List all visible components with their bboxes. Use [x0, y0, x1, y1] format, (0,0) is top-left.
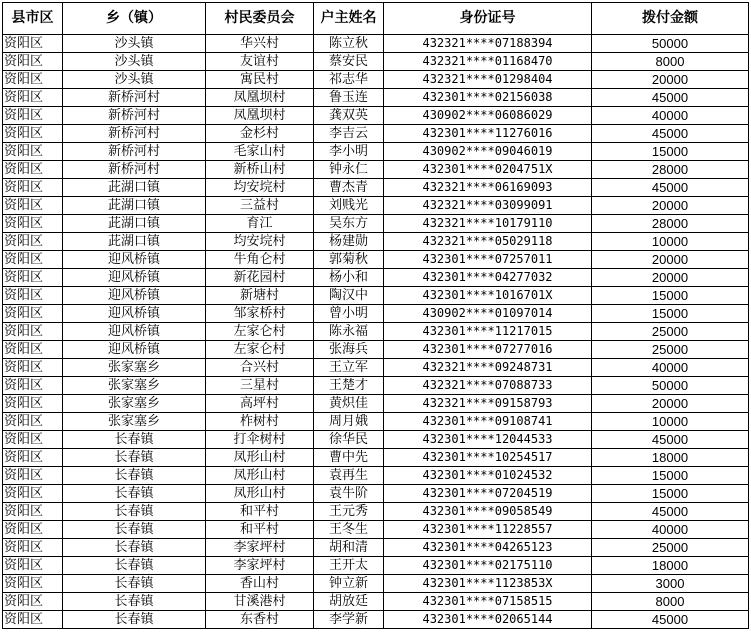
cell-amount: 8000	[592, 53, 749, 71]
cell-id-number: 432301****1016701X	[384, 287, 592, 305]
header-householder-name: 户主姓名	[314, 3, 384, 35]
cell-county: 资阳区	[3, 521, 63, 539]
cell-householder-name: 徐华民	[314, 431, 384, 449]
table-row	[3, 287, 749, 305]
cell-township: 长春镇	[63, 467, 206, 485]
table-row	[3, 485, 749, 503]
cell-amount: 18000	[592, 449, 749, 467]
cell-amount: 28000	[592, 161, 749, 179]
cell-householder-name: 黄炽佳	[314, 395, 384, 413]
cell-amount: 20000	[592, 251, 749, 269]
cell-county: 资阳区	[3, 89, 63, 107]
cell-amount: 50000	[592, 377, 749, 395]
cell-id-number: 430902****09046019	[384, 143, 592, 161]
cell-township: 迎风桥镇	[63, 323, 206, 341]
cell-householder-name: 曹中先	[314, 449, 384, 467]
cell-township: 长春镇	[63, 611, 206, 629]
cell-householder-name: 刘贱光	[314, 197, 384, 215]
cell-village-committee: 左家仑村	[206, 341, 314, 359]
cell-householder-name: 杨建勋	[314, 233, 384, 251]
cell-id-number: 432301****11217015	[384, 323, 592, 341]
cell-county: 资阳区	[3, 359, 63, 377]
cell-householder-name: 王元秀	[314, 503, 384, 521]
cell-householder-name: 胡放廷	[314, 593, 384, 611]
cell-amount: 20000	[592, 395, 749, 413]
cell-amount: 45000	[592, 503, 749, 521]
cell-county: 资阳区	[3, 485, 63, 503]
cell-township: 长春镇	[63, 575, 206, 593]
table-row	[3, 197, 749, 215]
cell-county: 资阳区	[3, 197, 63, 215]
cell-id-number: 432321****01168470	[384, 53, 592, 71]
cell-township: 茈湖口镇	[63, 233, 206, 251]
cell-township: 茈湖口镇	[63, 215, 206, 233]
cell-township: 迎风桥镇	[63, 287, 206, 305]
cell-township: 长春镇	[63, 593, 206, 611]
cell-village-committee: 友谊村	[206, 53, 314, 71]
cell-township: 新桥河村	[63, 107, 206, 125]
cell-village-committee: 三星村	[206, 377, 314, 395]
cell-amount: 40000	[592, 107, 749, 125]
cell-county: 资阳区	[3, 179, 63, 197]
cell-id-number: 432321****06169093	[384, 179, 592, 197]
cell-amount: 45000	[592, 611, 749, 629]
cell-id-number: 432321****01298404	[384, 71, 592, 89]
cell-county: 资阳区	[3, 125, 63, 143]
cell-id-number: 432301****11276016	[384, 125, 592, 143]
cell-amount: 40000	[592, 359, 749, 377]
cell-id-number: 432301****1123853X	[384, 575, 592, 593]
cell-village-committee: 新塘村	[206, 287, 314, 305]
header-id-number: 身份证号	[384, 3, 592, 35]
cell-county: 资阳区	[3, 539, 63, 557]
cell-township: 沙头镇	[63, 71, 206, 89]
cell-householder-name: 龚双英	[314, 107, 384, 125]
cell-village-committee: 柞树村	[206, 413, 314, 431]
table-row	[3, 323, 749, 341]
cell-amount: 25000	[592, 539, 749, 557]
cell-amount: 20000	[592, 269, 749, 287]
payment-table	[2, 2, 749, 629]
cell-id-number: 432321****05029118	[384, 233, 592, 251]
cell-id-number: 432301****10254517	[384, 449, 592, 467]
cell-amount: 28000	[592, 215, 749, 233]
table-row	[3, 251, 749, 269]
table-row	[3, 449, 749, 467]
cell-id-number: 432301****02175110	[384, 557, 592, 575]
cell-id-number: 430902****01097014	[384, 305, 592, 323]
cell-amount: 20000	[592, 71, 749, 89]
header-row	[3, 3, 749, 35]
table-row	[3, 35, 749, 53]
cell-township: 迎风桥镇	[63, 269, 206, 287]
cell-village-committee: 东香村	[206, 611, 314, 629]
cell-id-number: 432321****10179110	[384, 215, 592, 233]
cell-householder-name: 王开太	[314, 557, 384, 575]
cell-county: 资阳区	[3, 251, 63, 269]
cell-village-committee: 凤形山村	[206, 485, 314, 503]
cell-village-committee: 香山村	[206, 575, 314, 593]
cell-householder-name: 陶汉中	[314, 287, 384, 305]
cell-id-number: 432301****07277016	[384, 341, 592, 359]
cell-county: 资阳区	[3, 449, 63, 467]
cell-county: 资阳区	[3, 413, 63, 431]
cell-householder-name: 李学新	[314, 611, 384, 629]
cell-village-committee: 三益村	[206, 197, 314, 215]
cell-amount: 25000	[592, 341, 749, 359]
cell-householder-name: 钟永仁	[314, 161, 384, 179]
cell-amount: 10000	[592, 413, 749, 431]
table-row	[3, 89, 749, 107]
table-row	[3, 503, 749, 521]
cell-id-number: 432301****01024532	[384, 467, 592, 485]
table-row	[3, 125, 749, 143]
cell-householder-name: 袁牛阶	[314, 485, 384, 503]
cell-amount: 15000	[592, 485, 749, 503]
cell-amount: 50000	[592, 35, 749, 53]
cell-county: 资阳区	[3, 431, 63, 449]
cell-id-number: 432301****09108741	[384, 413, 592, 431]
cell-village-committee: 新桥山村	[206, 161, 314, 179]
table-row	[3, 143, 749, 161]
cell-township: 茈湖口镇	[63, 197, 206, 215]
cell-village-committee: 凤形山村	[206, 467, 314, 485]
cell-amount: 25000	[592, 323, 749, 341]
cell-householder-name: 吴东方	[314, 215, 384, 233]
cell-id-number: 432321****07188394	[384, 35, 592, 53]
cell-county: 资阳区	[3, 35, 63, 53]
cell-township: 长春镇	[63, 521, 206, 539]
table-row	[3, 179, 749, 197]
cell-village-committee: 均安垸村	[206, 233, 314, 251]
cell-id-number: 432301****0204751X	[384, 161, 592, 179]
cell-county: 资阳区	[3, 53, 63, 71]
cell-id-number: 432301****04277032	[384, 269, 592, 287]
cell-amount: 15000	[592, 305, 749, 323]
table-row	[3, 53, 749, 71]
cell-township: 新桥河村	[63, 161, 206, 179]
cell-county: 资阳区	[3, 575, 63, 593]
cell-county: 资阳区	[3, 593, 63, 611]
cell-id-number: 432301****02065144	[384, 611, 592, 629]
cell-county: 资阳区	[3, 107, 63, 125]
cell-county: 资阳区	[3, 269, 63, 287]
cell-village-committee: 凤形山村	[206, 449, 314, 467]
cell-amount: 15000	[592, 287, 749, 305]
cell-id-number: 432301****09058549	[384, 503, 592, 521]
table-row	[3, 269, 749, 287]
cell-village-committee: 育江	[206, 215, 314, 233]
cell-id-number: 432321****03099091	[384, 197, 592, 215]
header-amount: 拨付金额	[592, 3, 749, 35]
table-row	[3, 107, 749, 125]
cell-village-committee: 新花园村	[206, 269, 314, 287]
cell-county: 资阳区	[3, 161, 63, 179]
table-row	[3, 305, 749, 323]
cell-township: 迎风桥镇	[63, 341, 206, 359]
cell-township: 沙头镇	[63, 35, 206, 53]
cell-id-number: 432301****07158515	[384, 593, 592, 611]
cell-id-number: 432301****12044533	[384, 431, 592, 449]
cell-village-committee: 打伞树村	[206, 431, 314, 449]
table-row	[3, 341, 749, 359]
table-row	[3, 611, 749, 629]
cell-amount: 20000	[592, 197, 749, 215]
cell-id-number: 432321****09158793	[384, 395, 592, 413]
cell-householder-name: 祁志华	[314, 71, 384, 89]
cell-id-number: 432301****02156038	[384, 89, 592, 107]
cell-amount: 45000	[592, 179, 749, 197]
cell-village-committee: 合兴村	[206, 359, 314, 377]
cell-amount: 10000	[592, 233, 749, 251]
table-row	[3, 395, 749, 413]
cell-amount: 18000	[592, 557, 749, 575]
cell-amount: 45000	[592, 89, 749, 107]
cell-township: 张家塞乡	[63, 413, 206, 431]
table-row	[3, 557, 749, 575]
cell-id-number: 432301****11228557	[384, 521, 592, 539]
cell-village-committee: 李家坪村	[206, 539, 314, 557]
cell-township: 长春镇	[63, 539, 206, 557]
cell-id-number: 432301****07204519	[384, 485, 592, 503]
cell-householder-name: 蔡安民	[314, 53, 384, 71]
cell-amount: 8000	[592, 593, 749, 611]
cell-householder-name: 王立军	[314, 359, 384, 377]
cell-village-committee: 牛角仑村	[206, 251, 314, 269]
cell-township: 张家塞乡	[63, 377, 206, 395]
cell-id-number: 432301****07257011	[384, 251, 592, 269]
cell-householder-name: 郭菊秋	[314, 251, 384, 269]
cell-amount: 45000	[592, 125, 749, 143]
table-row	[3, 539, 749, 557]
cell-householder-name: 杨小和	[314, 269, 384, 287]
cell-amount: 15000	[592, 143, 749, 161]
cell-householder-name: 袁再生	[314, 467, 384, 485]
cell-village-committee: 华兴村	[206, 35, 314, 53]
cell-county: 资阳区	[3, 71, 63, 89]
cell-village-committee: 毛家山村	[206, 143, 314, 161]
table-row	[3, 575, 749, 593]
cell-county: 资阳区	[3, 557, 63, 575]
cell-householder-name: 曾小明	[314, 305, 384, 323]
cell-village-committee: 和平村	[206, 521, 314, 539]
cell-village-committee: 左家仑村	[206, 323, 314, 341]
table-row	[3, 413, 749, 431]
cell-village-committee: 李家坪村	[206, 557, 314, 575]
table-row	[3, 233, 749, 251]
cell-county: 资阳区	[3, 215, 63, 233]
cell-householder-name: 李小明	[314, 143, 384, 161]
cell-village-committee: 甘溪港村	[206, 593, 314, 611]
header-township: 乡（镇）	[63, 3, 206, 35]
cell-householder-name: 陈立秋	[314, 35, 384, 53]
cell-householder-name: 鲁玉连	[314, 89, 384, 107]
cell-township: 茈湖口镇	[63, 179, 206, 197]
cell-id-number: 430902****06086029	[384, 107, 592, 125]
cell-county: 资阳区	[3, 233, 63, 251]
header-county: 县市区	[3, 3, 63, 35]
cell-county: 资阳区	[3, 341, 63, 359]
cell-county: 资阳区	[3, 143, 63, 161]
cell-township: 迎风桥镇	[63, 305, 206, 323]
cell-amount: 15000	[592, 467, 749, 485]
cell-householder-name: 王楚才	[314, 377, 384, 395]
table-row	[3, 161, 749, 179]
cell-village-committee: 高坪村	[206, 395, 314, 413]
cell-id-number: 432301****04265123	[384, 539, 592, 557]
cell-householder-name: 胡和清	[314, 539, 384, 557]
cell-village-committee: 寓民村	[206, 71, 314, 89]
cell-householder-name: 周月娥	[314, 413, 384, 431]
cell-township: 新桥河村	[63, 143, 206, 161]
table-row	[3, 431, 749, 449]
header-village-committee: 村民委员会	[206, 3, 314, 35]
cell-amount: 3000	[592, 575, 749, 593]
cell-village-committee: 均安垸村	[206, 179, 314, 197]
cell-village-committee: 凤凰坝村	[206, 89, 314, 107]
cell-householder-name: 王冬生	[314, 521, 384, 539]
cell-township: 张家塞乡	[63, 395, 206, 413]
cell-county: 资阳区	[3, 395, 63, 413]
table-row	[3, 593, 749, 611]
table-row	[3, 359, 749, 377]
cell-householder-name: 李吉云	[314, 125, 384, 143]
cell-township: 长春镇	[63, 485, 206, 503]
cell-county: 资阳区	[3, 323, 63, 341]
cell-township: 长春镇	[63, 449, 206, 467]
cell-householder-name: 张海兵	[314, 341, 384, 359]
cell-county: 资阳区	[3, 287, 63, 305]
table-row	[3, 467, 749, 485]
cell-township: 新桥河村	[63, 125, 206, 143]
cell-amount: 45000	[592, 431, 749, 449]
cell-county: 资阳区	[3, 611, 63, 629]
cell-householder-name: 钟立新	[314, 575, 384, 593]
cell-township: 迎风桥镇	[63, 251, 206, 269]
cell-amount: 40000	[592, 521, 749, 539]
cell-householder-name: 陈永福	[314, 323, 384, 341]
table-row	[3, 377, 749, 395]
cell-township: 新桥河村	[63, 89, 206, 107]
cell-county: 资阳区	[3, 467, 63, 485]
cell-village-committee: 凤凰坝村	[206, 107, 314, 125]
cell-township: 沙头镇	[63, 53, 206, 71]
cell-township: 张家塞乡	[63, 359, 206, 377]
cell-county: 资阳区	[3, 305, 63, 323]
cell-township: 长春镇	[63, 503, 206, 521]
cell-id-number: 432321****07088733	[384, 377, 592, 395]
cell-township: 长春镇	[63, 557, 206, 575]
cell-county: 资阳区	[3, 377, 63, 395]
cell-county: 资阳区	[3, 503, 63, 521]
cell-village-committee: 邹家桥村	[206, 305, 314, 323]
cell-householder-name: 曹杰青	[314, 179, 384, 197]
table-row	[3, 521, 749, 539]
table-row	[3, 215, 749, 233]
cell-village-committee: 金杉村	[206, 125, 314, 143]
table-row	[3, 71, 749, 89]
cell-township: 长春镇	[63, 431, 206, 449]
cell-id-number: 432321****09248731	[384, 359, 592, 377]
cell-village-committee: 和平村	[206, 503, 314, 521]
